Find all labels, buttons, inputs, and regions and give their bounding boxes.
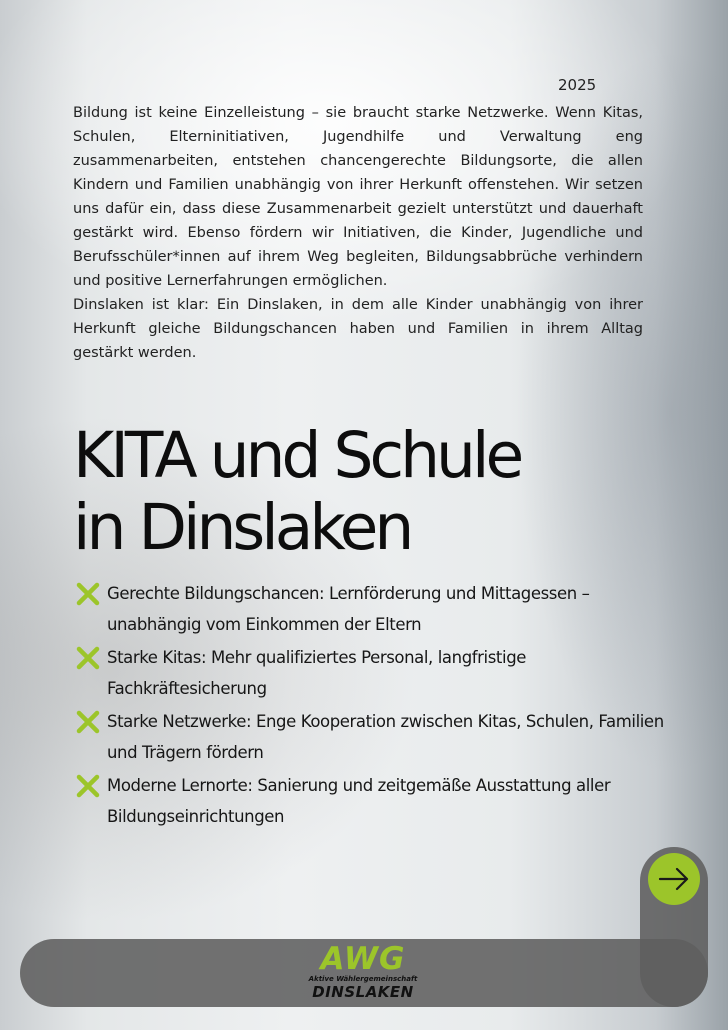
x-mark-icon: [75, 773, 101, 799]
key-points-list: [75, 578, 675, 834]
intro-text: [73, 101, 643, 365]
logo-subtitle: Aktive Wählergemeinschaft: [308, 975, 418, 983]
list-item-text: Starke Kitas: Mehr qualifiziertes Personal, langfristige Fachkräftesicherung: [107, 648, 527, 698]
list-item-text: Starke Netzwerke: Enge Kooperation zwischen Kitas, Schulen, Familien und Trägern fördern: [107, 712, 664, 762]
list-item: [75, 706, 675, 768]
x-mark-icon: [75, 645, 101, 671]
list-item: [75, 642, 675, 704]
page-headline: [73, 420, 713, 564]
year-label: 2025: [558, 76, 597, 94]
logo-city: DINSLAKEN: [312, 983, 414, 1001]
next-page-button[interactable]: [648, 853, 700, 905]
intro-paragraph-2: Dinslaken ist klar: Ein Dinslaken, in dem alle Kinder unabhängig von ihrer Herkunft gleiche Bildungschancen haben und Familien in ihrem Alltag gestärkt werden.: [73, 297, 643, 361]
x-mark-icon: [75, 709, 101, 735]
headline-line-2: in Dinslaken: [73, 491, 411, 564]
list-item: [75, 770, 675, 832]
arrow-right-icon: [648, 853, 700, 905]
logo-name: AWG: [320, 941, 406, 977]
x-mark-icon: [75, 581, 101, 607]
list-item: [75, 578, 675, 640]
intro-paragraph-1: Bildung ist keine Einzelleistung – sie braucht starke Netzwerke. Wenn Kitas, Schulen, Elterninitiativen, Jugendhilfe und Verwaltung eng zusammenarbeiten, entstehen chancengerechte Bildungsorte, die allen Kindern und Familien unabhängig von ihrer Herkunft offenstehen. Wir setzen uns dafür ein, dass diese Zusammenarbeit gezielt unterstützt und dauerhaft gestärkt wird. Ebenso fördern wir Initiativen, die Kinder, Jugendliche und Berufsschüler*innen auf ihrem Weg begleiten, Bildungsabbrüche verhindern und positive Lernerfahrungen ermöglichen.: [73, 105, 643, 289]
awg-logo: [302, 943, 424, 1005]
list-item-text: Gerechte Bildungschancen: Lernförderung und Mittagessen – unabhängig vom Einkommen der Eltern: [107, 584, 590, 634]
headline-line-1: KITA und Schule: [73, 419, 521, 492]
list-item-text: Moderne Lernorte: Sanierung und zeitgemäße Ausstattung aller Bildungseinrichtungen: [107, 776, 611, 826]
